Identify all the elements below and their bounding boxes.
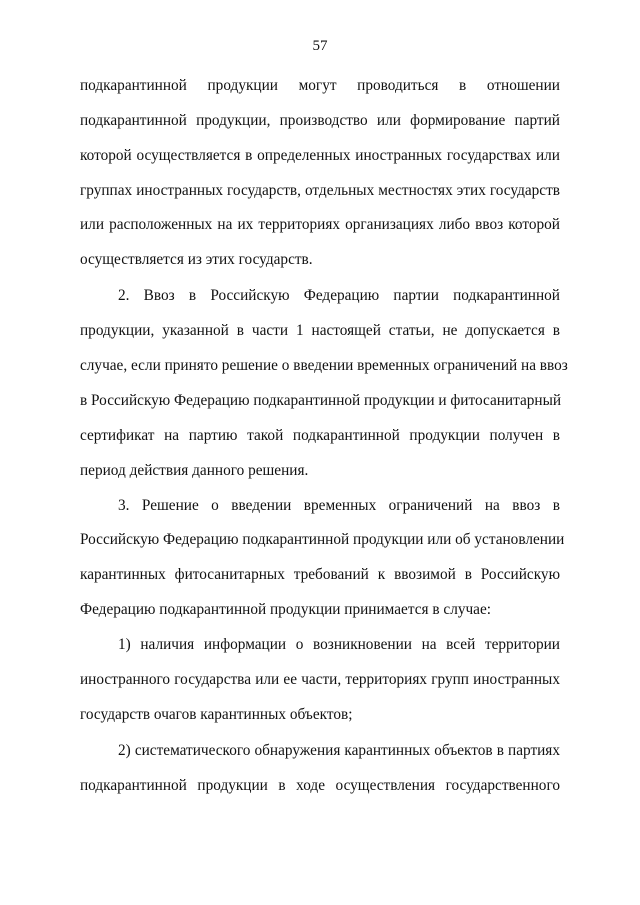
list-item-line: 2) систематического обнаружения карантинных объектов в партиях — [118, 742, 560, 759]
text-line: карантинных фитосанитарных требований к ввозимой в Российскую — [80, 566, 560, 583]
text-line: случае, если принято решение о введении временных ограничений на ввоз — [80, 357, 568, 374]
text-line: сертификат на партию такой подкарантинной продукции получен в — [80, 427, 560, 444]
text-line: которой осуществляется в определенных иностранных государствах или — [80, 147, 560, 164]
paragraph-start-line: 3. Решение о введении временных ограничений на ввоз в — [118, 497, 560, 514]
text-line: подкарантинной продукции могут проводиться в отношении — [80, 77, 560, 94]
list-item-line: 1) наличия информации о возникновении на всей территории — [118, 636, 560, 653]
page-number: 57 — [312, 38, 328, 54]
text-line: подкарантинной продукции в ходе осуществления государственного — [80, 777, 560, 794]
text-line: подкарантинной продукции, производство или формирование партий — [80, 112, 560, 129]
text-line: иностранного государства или ее части, территориях групп иностранных — [80, 671, 560, 688]
text-line: государств очагов карантинных объектов; — [80, 706, 353, 723]
text-line: осуществляется из этих государств. — [80, 251, 313, 268]
text-line: продукции, указанной в части 1 настоящей статьи, не допускается в — [80, 322, 560, 339]
text-line: группах иностранных государств, отдельных местностях этих государств — [80, 182, 560, 199]
text-line: Федерацию подкарантинной продукции принимается в случае: — [80, 601, 491, 618]
text-line: период действия данного решения. — [80, 462, 309, 479]
text-line: в Российскую Федерацию подкарантинной продукции и фитосанитарный — [80, 392, 562, 409]
text-line: или расположенных на их территориях организациях либо ввоз которой — [80, 216, 560, 233]
text-line: Российскую Федерацию подкарантинной продукции или об установлении — [80, 531, 565, 548]
paragraph-start-line: 2. Ввоз в Российскую Федерацию партии подкарантинной — [118, 287, 560, 304]
